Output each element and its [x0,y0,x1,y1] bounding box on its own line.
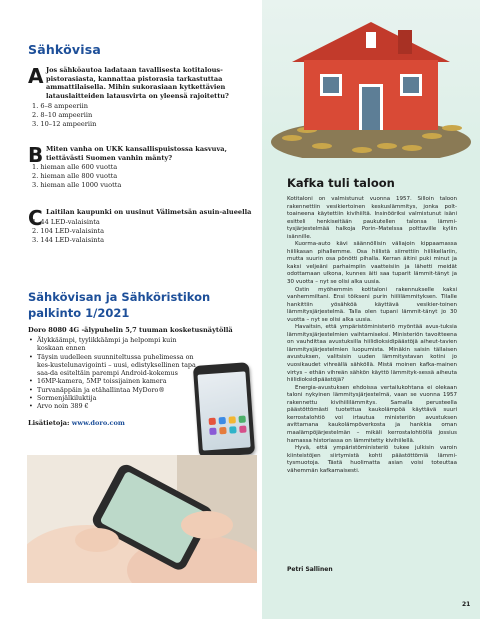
answer-option: 1. hieman alle 600 vuotta [32,163,118,172]
feature-list [28,336,198,411]
bullet-icon: • [29,352,33,361]
answer-options [32,218,256,245]
question-text: Laitilan kaupunki on uusinut Välimetsän asuin-alueella [46,208,252,216]
feature-item: • 16MP-kamera, 5MP toissijainen kamera [29,377,167,386]
article-paragraph: Havaitsin, että ympäristöministeriö myöntää avus-tuksia lämmitysjärjestelmien vaihtamiseksi. Ministeriön tavoitteena on vauhdittaa avustuksilla hiilidioksidipäästöjä aiheut-tavien lämmitysjärjestelmien luopumista. Minäkin saisin tällaisen avustuksen, valitsisin uuden lämmitystavan kotini jo vuosikaudet vihreällä sähköllä. Mistä moinen kafka-mainen virtys – ethän vihreän sähkön käyttö lämmityk-sessä aiheuta hiilidioksidipäästöjä? [287,324,457,384]
article-paragraph: Kotitaloni on valmistunut vuonna 1957. Silloin taloon rakennettiin vesikiertoinen keskuslämmitys, jonka polt-toaineena käytettiin kivihiiltä. Insinööriksi valmistunut isäni esitteli henkiseitään paukutellen talonsa lämmi-tysjärjestelmää halkoja Porin–Matelssa polttaville kyliin isännille. [287,196,457,240]
quiz-title: Sähkövisa [28,42,102,57]
feature-item: • Sormenjälkiluktija [29,394,97,403]
answer-option: 2. hieman alle 800 vuotta [32,172,118,181]
answer-option: 2. 104 LED-valaisinta [32,226,105,235]
feature-item: • Arvo noin 389 € [29,402,89,411]
question-c [28,208,256,245]
article-paragraph: Ostin myöhemmin kotitaloni rakennukselle kaksi vanhemmiltani. Ensi töikseni purin hiililämmityksen. Tilalle hankittiin yösähköä käyttävä vesikier-toinen lämmitysjärjestelmä. Talla olen tupani lämmit-tänyt jo 30 vuotta – nyt se olisi alka uusia. [287,286,457,323]
bullet-icon: • [29,402,33,411]
article-body [287,196,457,475]
feature-item: • Täysin uudelleen suunniteltussa puhelimessa on kes-kustelunavigointi – uusi, edistyksellinen tapa saa-da esiteltäin parempi Android-kokemus [29,352,196,378]
question-letter: B [28,143,44,167]
answer-option: 2. 8–10 ampeeriin [32,110,93,119]
article-author: Petri Sallinen [287,566,333,573]
house-photo [262,0,480,158]
article-title: Kafka tuli taloon [287,176,395,190]
bullet-icon: • [29,336,33,344]
bullet-icon: • [29,394,33,403]
question-letter: A [28,64,44,88]
question-text: Miten vanha on UKK kansallispuistossa kasvuva, tiettävästi Suomen vanhin mänty? [46,145,227,162]
prize-title: Sähkövisan ja Sähköristikon palkinto 1/2021 [28,290,211,320]
bullet-icon: • [29,377,33,386]
question-a [28,66,256,129]
question-b [28,145,256,190]
bullet-icon: • [29,385,33,394]
question-text: Jos sähköautoa ladataan tavallisesta kotitalous-pistorasiasta, kannattaa pistorasia tarkastuttaa ammattilaisella. Mihin sukorasiaan kytkettävien latauslaitteiden latausvirta on yleensä rajoitettu? [46,66,229,101]
app-icons [209,415,250,435]
answer-option: 1. 6–8 ampeeriin [32,101,88,110]
article-paragraph: Hyvä, että ympäristöministeriö tukee julkisin varoin kiinteistöjen siirtymistä kohti päästöttömiä lämmi-tysmuotoja. Tästä huolimatta asian voisi toteuttaa vähemmän kafkamaisesti. [287,445,457,474]
answer-option: 3. 144 LED-valaisinta [32,235,105,244]
more-info-link[interactable]: www.doro.com [71,419,125,427]
phone-image [193,362,255,458]
more-info-label: Lisätietoja: [28,419,70,427]
more-info [28,419,125,427]
answer-option: 3. hieman alle 1000 vuotta [32,181,122,190]
answer-option: 1. 44 LED-valaisinta [32,217,100,226]
answer-options [32,163,256,190]
hands-phone-photo [27,455,257,583]
question-letter: C [28,206,43,230]
phone-screen [197,371,250,450]
article-paragraph: Energia-avustuksen ehdoissa vertailukohtana ei olekaan taloni nykyinen lämmitysjärjestelmä, vaan se vuonna 1957 rakennettu kivihiililämmitys. Samalla perusteella päästöttömästi tuotettua kaukolämpöä käyttävä suuri kerrostalohtiö voi irtautua ministeriön avustuksen avittamana kaukolämpöverkosta ja hankkia oman maalämpöjärjestelmän – mikäli kerrostalohtiöllä jossius hamassa historiassa on lämmitetty kivihiilellä. [287,384,457,444]
page-number: 21 [462,601,471,608]
article-paragraph: Kuorma-auto kävi säännöllisin väliajoin kippaamassa hiilikasan pihallemme. Osa hiilistä siirrettiin hiilikellariin, mutta suurin osa pönötti pihalla. Kerran äitini puki minut ja kaksi veljeäni parhaimpiin vaatteisiin ja lähetti meidät odottamaan ulkona, kunnes äiti saa tuparit lämmit-tänyt ja 30 vuotta – nyt se olisi alka uusia. [287,241,457,286]
feature-item: • Turvanäppäin ja etähallintaa MyDoro® [29,385,165,394]
answer-options [32,102,256,129]
prize-headline: Doro 8080 4G -älypuhelin 5,7 tuuman kosketusnäytöllä [28,326,233,334]
answer-option: 3. 10–12 ampeeriin [32,119,97,128]
feature-item: • Älykkäämpi, tyylikkäämpi ja helpompi kuin koskaan ennen [29,336,177,353]
